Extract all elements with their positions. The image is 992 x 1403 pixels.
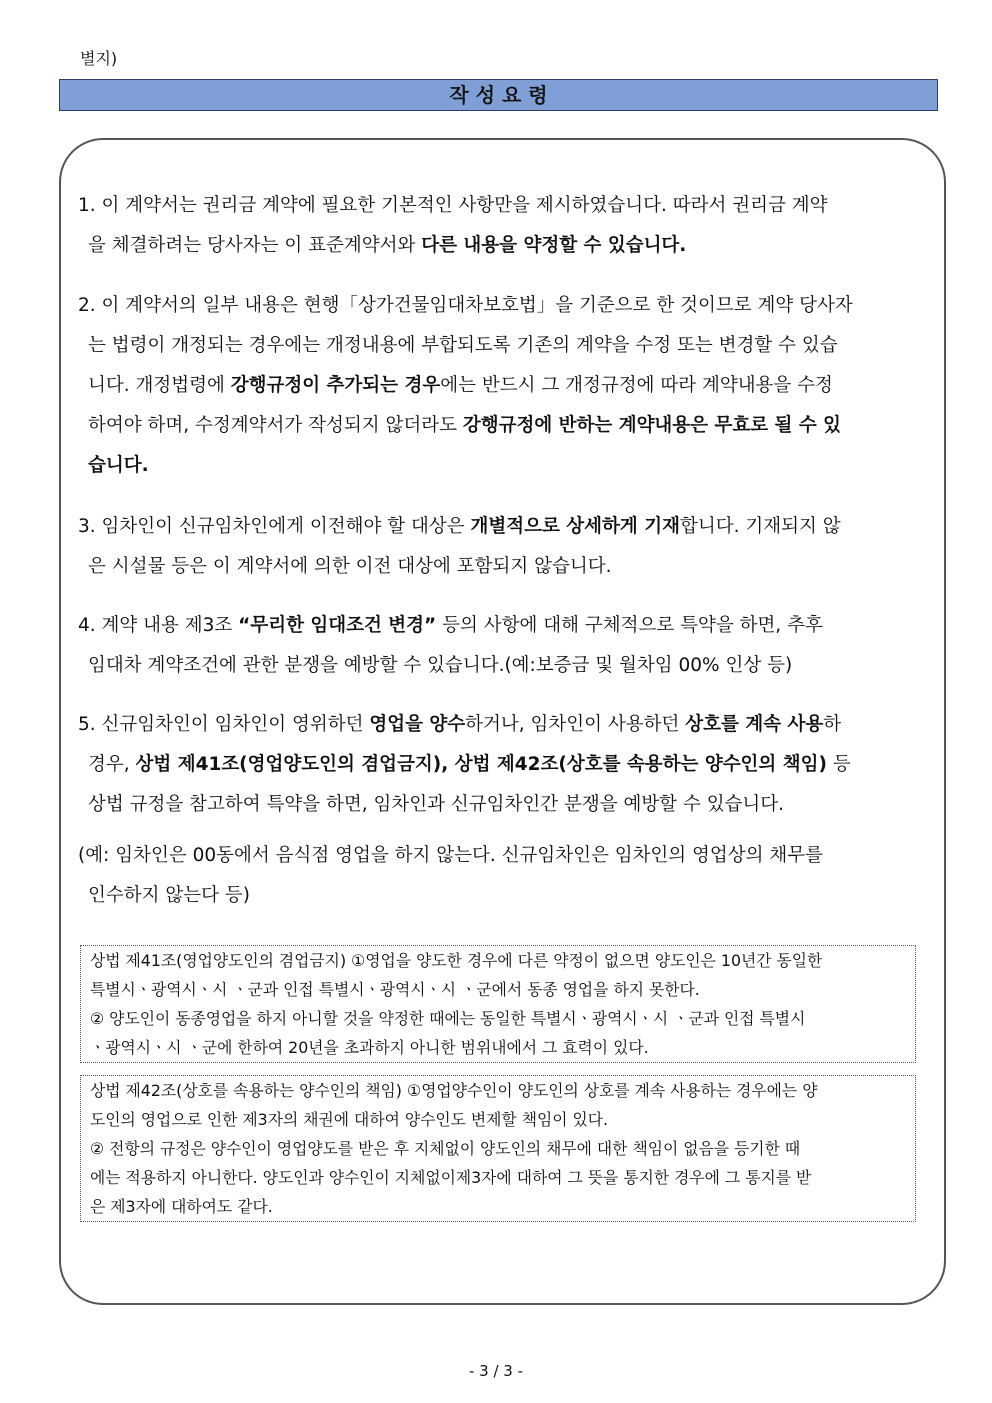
law-41-line-4: ㆍ광역시ㆍ시 ㆍ군에 한하여 20년을 초과하지 아니한 범위내에서 그 효력이 있다. [90, 1038, 649, 1057]
law-41-line-3: ② 양도인이 동종영업을 하지 아니할 것을 약정한 때에는 동일한 특별시ㆍ광역시ㆍ시 ㆍ군과 인접 특별시 [90, 1009, 806, 1028]
guideline-item-5 [78, 705, 924, 825]
guideline-item-2 [78, 286, 924, 486]
item-2-line-4: 하여야 하며, 수정계약서가 작성되지 않더라도 강행규정에 반하는 계약내용은 무효로 될 수 있 [88, 415, 842, 436]
item-5-line-1: 5. 신규임차인이 임차인이 영위하던 영업을 양수하거나, 임차인이 사용하던 상호를 계속 사용하 [78, 714, 842, 735]
item-2-line-1: 2. 이 계약서의 일부 내용은 현행「상가건물임대차보호법」을 기준으로 한 것이므로 계약 당사자 [78, 295, 853, 316]
guideline-item-3 [78, 507, 924, 587]
item-5-line-3: 상법 규정을 참고하여 특약을 하면, 임차인과 신규임차인간 분쟁을 예방할 수 있습니다. [88, 794, 785, 815]
item-4-line-2: 임대차 계약조건에 관한 분쟁을 예방할 수 있습니다.(예:보증금 및 월차임 00% 인상 등) [88, 655, 793, 676]
item-3-line-1: 3. 임차인이 신규임차인에게 이전해야 할 대상은 개별적으로 상세하게 기재합니다. 기재되지 않 [78, 516, 841, 537]
law-42-line-3: ② 전항의 규정은 양수인이 영업양도를 받은 후 지체없이 양도인의 채무에 대한 책임이 없음을 등기한 때 [90, 1139, 801, 1158]
example-note [78, 836, 924, 916]
item-3-line-2: 은 시설물 등은 이 계약서에 의한 이전 대상에 포함되지 않습니다. [88, 556, 612, 577]
law-41-line-2: 특별시ㆍ광역시ㆍ시 ㆍ군과 인접 특별시ㆍ광역시ㆍ시 ㆍ군에서 동종 영업을 하지 못한다. [90, 980, 700, 999]
law-42-line-5: 은 제3자에 대하여도 같다. [90, 1197, 273, 1216]
item-4-line-1: 4. 계약 내용 제3조 “무리한 임대조건 변경” 등의 사항에 대해 구체적으로 특약을 하면, 추후 [78, 615, 823, 636]
law-42-line-2: 도인의 영업으로 인한 제3자의 채권에 대하여 양수인도 변제할 책임이 있다. [90, 1110, 609, 1129]
item-5-line-2: 경우, 상법 제41조(영업양도인의 겸업금지), 상법 제42조(상호를 속용하는 양수인의 책임) 등 [88, 754, 851, 775]
law-42-line-1: 상법 제42조(상호를 속용하는 양수인의 책임) ①영업양수인이 양도인의 상호를 계속 사용하는 경우에는 양 [90, 1081, 818, 1100]
item-1-line-1: 1. 이 계약서는 권리금 계약에 필요한 기본적인 사항만을 제시하였습니다. 따라서 권리금 계약 [78, 195, 828, 216]
guideline-item-4 [78, 606, 924, 686]
page-number: - 3 / 3 - [468, 1362, 524, 1380]
law-42-line-4: 에는 적용하지 아니한다. 양도인과 양수인이 지체없이제3자에 대하여 그 뜻을 통지한 경우에 그 통지를 받 [90, 1168, 812, 1187]
annex-label: 별지) [80, 49, 118, 68]
page-title: 작 성 요 령 [59, 79, 938, 111]
guideline-item-1 [78, 186, 924, 266]
law-42-box [80, 1075, 916, 1222]
item-2-line-5: 습니다. [88, 455, 149, 476]
example-line-1: (예: 임차인은 00동에서 음식점 영업을 하지 않는다. 신규임차인은 임차인의 영업상의 채무를 [78, 845, 824, 866]
item-2-line-3: 니다. 개정법령에 강행규정이 추가되는 경우에는 반드시 그 개정규정에 따라 계약내용을 수정 [88, 375, 833, 396]
example-line-2: 인수하지 않는다 등) [88, 885, 250, 906]
item-2-line-2: 는 법령이 개정되는 경우에는 개정내용에 부합되도록 기존의 계약을 수정 또는 변경할 수 있습 [88, 335, 838, 356]
law-41-box [80, 945, 916, 1063]
item-1-line-2: 을 체결하려는 당사자는 이 표준계약서와 다른 내용을 약정할 수 있습니다. [88, 235, 687, 256]
law-41-line-1: 상법 제41조(영업양도인의 겸업금지) ①영업을 양도한 경우에 다른 약정이 없으면 양도인은 10년간 동일한 [90, 951, 823, 970]
